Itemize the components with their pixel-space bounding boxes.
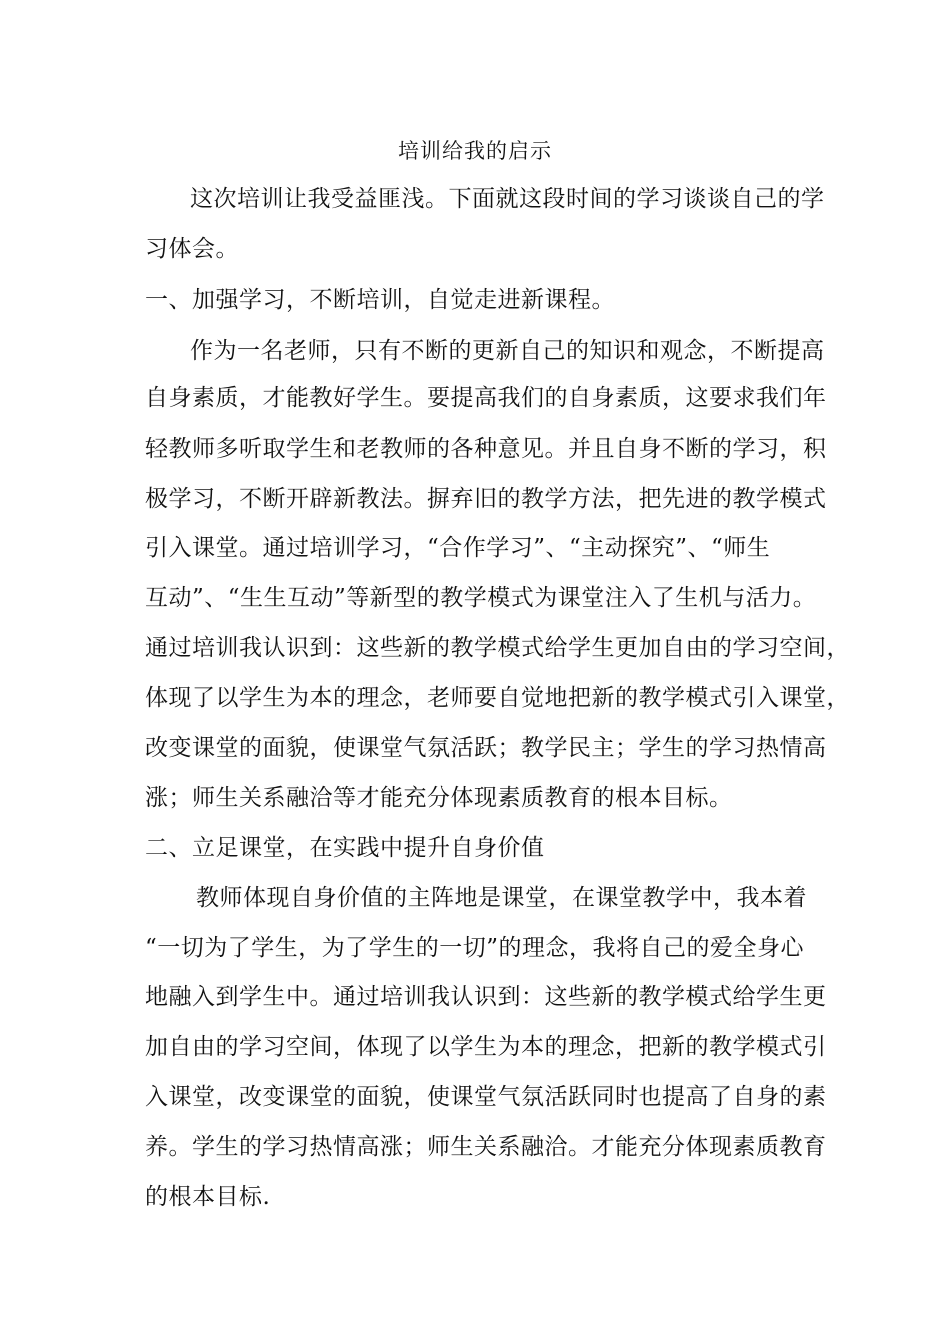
paragraph-line: 地融入到学生中。通过培训我认识到：这些新的教学模式给学生更 bbox=[145, 984, 827, 1010]
paragraph-line: 习体会。 bbox=[145, 236, 239, 262]
paragraph-line: 作为一名老师，只有不断的更新自己的知识和观念，不断提高 bbox=[190, 338, 825, 364]
paragraph-line: 教师体现自身价值的主阵地是课堂，在课堂教学中，我本着 bbox=[196, 885, 807, 911]
section-heading: 二、立足课堂，在实践中提升自身价值 bbox=[145, 835, 545, 861]
paragraph-line: 涨；师生关系融洽等才能充分体现素质教育的根本目标。 bbox=[145, 785, 733, 811]
paragraph-line: 的根本目标. bbox=[145, 1184, 271, 1210]
document-title: 培训给我的启示 bbox=[398, 139, 552, 163]
paragraph-line: 轻教师多听取学生和老教师的各种意见。并且自身不断的学习，积 bbox=[145, 436, 827, 462]
paragraph-line: 自身素质，才能教好学生。要提高我们的自身素质，这要求我们年 bbox=[145, 385, 827, 411]
paragraph-line: 极学习，不断开辟新教法。摒弃旧的教学方法，把先进的教学模式 bbox=[145, 486, 827, 512]
paragraph-line: 加自由的学习空间，体现了以学生为本的理念，把新的教学模式引 bbox=[145, 1034, 827, 1060]
paragraph-line: “一切为了学生，为了学生的一切”的理念，我将自己的爱全身心 bbox=[145, 935, 805, 961]
section-heading: 一、加强学习，不断培训，自觉走进新课程。 bbox=[145, 287, 615, 313]
paragraph-line: 通过培训我认识到：这些新的教学模式给学生更加自由的学习空间， bbox=[145, 635, 850, 661]
paragraph-line: 养。学生的学习热情高涨；师生关系融洽。才能充分体现素质教育 bbox=[145, 1134, 827, 1160]
paragraph-line: 互动”、“生生互动”等新型的教学模式为课堂注入了生机与活力。 bbox=[145, 585, 817, 611]
paragraph-line: 体现了以学生为本的理念，老师要自觉地把新的教学模式引入课堂， bbox=[145, 685, 850, 711]
paragraph-line: 这次培训让我受益匪浅。下面就这段时间的学习谈谈自己的学 bbox=[190, 186, 825, 212]
paragraph-line: 改变课堂的面貌，使课堂气氛活跃；教学民主；学生的学习热情高 bbox=[145, 735, 827, 761]
paragraph-line: 引入课堂。通过培训学习，“合作学习”、“主动探究”、“师生 bbox=[145, 535, 771, 561]
paragraph-line: 入课堂，改变课堂的面貌，使课堂气氛活跃同时也提高了自身的素 bbox=[145, 1084, 827, 1110]
